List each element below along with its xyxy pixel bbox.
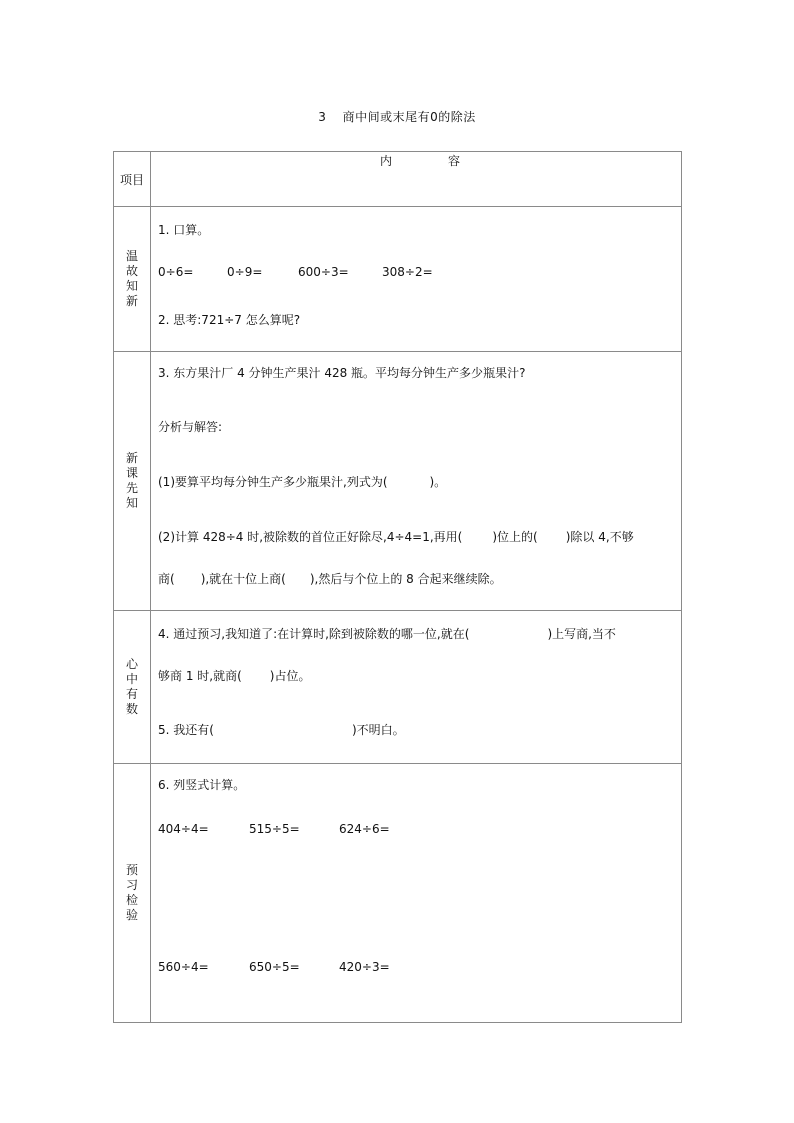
part2-line1 [158,528,677,545]
section-label-new [114,352,151,611]
check-content [151,764,682,1023]
q1-title: 1. 口算。 [158,223,210,237]
q4-text-a: 4. 通过预习,我知道了:在计算时,除到被除数的哪一位,就在( [158,627,470,641]
q3-text: 3. 东方果汁厂 4 分钟生产果汁 428 瓶。平均每分钟生产多少瓶果汁? [158,366,526,380]
analysis-label: 分析与解答: [158,420,223,434]
part2-text-b: )位上的( [492,530,538,544]
mind-label: 心中有数 [125,657,138,716]
q1-item: 0÷9= [227,265,263,279]
q5-line [158,721,677,738]
part1-line [158,473,677,490]
section-mind [114,611,682,764]
q5-text-b: )不明白。 [351,723,405,737]
section-review [114,207,682,352]
part1-text-a: (1)要算平均每分钟生产多少瓶果汁,列式为( [158,475,388,489]
part1-text-b: )。 [429,475,447,489]
header-item-label: 项目 [119,172,144,187]
q4-text-c: 够商 1 时,就商( [158,669,242,683]
q2-text: 2. 思考:721÷7 怎么算呢? [158,313,301,327]
q6-item: 650÷5= [249,960,300,974]
new-label: 新课先知 [125,451,138,510]
q1-item: 0÷6= [158,265,194,279]
part2-text-c: )除以 4,不够 [565,530,634,544]
title-number: 3 [318,110,327,124]
q4-text-b: )上写商,当不 [547,627,616,641]
q1-items [158,265,677,279]
worksheet-table [113,151,682,1023]
title-text: 商中间或末尾有0的除法 [342,110,476,124]
new-content [151,352,682,611]
q1-item: 308÷2= [382,265,433,279]
q4-line2 [158,667,677,684]
review-label: 温故知新 [125,249,138,308]
page-title [0,108,794,125]
q6-item: 420÷3= [339,960,390,974]
q5-text-a: 5. 我还有( [158,723,214,737]
part2-text-f: ),然后与个位上的 8 合起来继续除。 [309,572,502,586]
q6-item: 515÷5= [249,822,300,836]
header-content-label: 内 容 [379,154,482,168]
part2-text-a: (2)计算 428÷4 时,被除数的首位正好除尽,4÷4=1,再用( [158,530,463,544]
header-col-content [151,152,682,207]
q4-line1 [158,625,677,642]
q6-row2 [158,960,677,974]
section-label-mind [114,611,151,764]
q6-title: 6. 列竖式计算。 [158,778,246,792]
q6-item: 404÷4= [158,822,209,836]
check-label: 预习检验 [125,863,138,922]
part2-text-e: ),就在十位上商( [200,572,286,586]
section-label-check [114,764,151,1023]
q6-item: 560÷4= [158,960,209,974]
part2-text-d: 商( [158,572,175,586]
mind-content [151,611,682,764]
review-content [151,207,682,352]
section-check [114,764,682,1023]
section-label-review [114,207,151,352]
section-new [114,352,682,611]
part2-line2 [158,570,677,587]
q6-item: 624÷6= [339,822,390,836]
q4-text-d: )占位。 [269,669,311,683]
q6-row1 [158,822,677,836]
header-col-item [114,152,151,207]
header-row [114,152,682,207]
q1-item: 600÷3= [298,265,349,279]
